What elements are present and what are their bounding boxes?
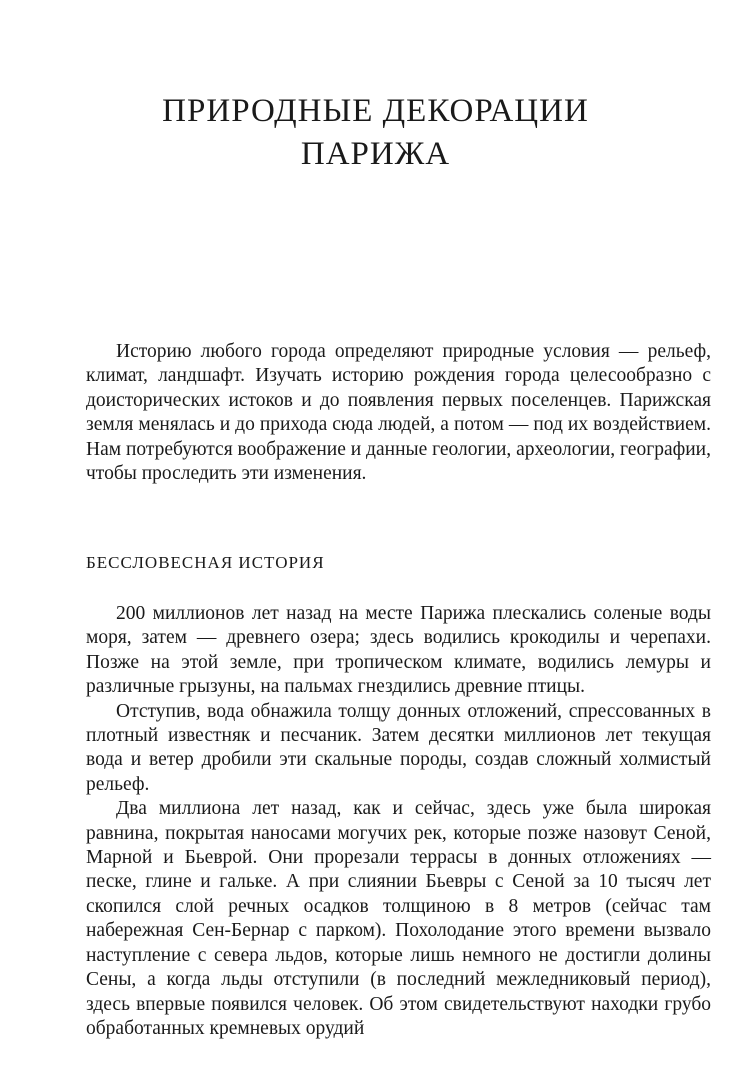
paragraph: 200 миллионов лет назад на месте Парижа плескались соленые воды моря, затем — древнего озера; здесь водились крокодилы и черепахи. Позже на этой земле, при тропическом климате, водились лемуры и различные грызуны, на пальмах гнездились древние птицы. [86, 603, 711, 698]
main-text [86, 602, 711, 1041]
paragraph: Отступив, вода обнажила толщу донных отложений, спрессованных в плотный известняк и песчаник. Затем десятки миллионов лет текущая вода и ветер дробили эти скальные породы, создав сложный холмистый рельеф. [86, 700, 711, 795]
intro-paragraph: Историю любого города определяют природные условия — рельеф, климат, ландшафт. Изучать историю рождения города целесообразно с доисторических истоков и до появления первых поселенцев. Парижская земля менялась и до прихода сюда людей, а потом — под их воздействием. Нам потребуются воображение и данные геологии, археологии, географии, чтобы проследить эти изменения. [86, 341, 711, 485]
section-heading: БЕССЛОВЕСНАЯ ИСТОРИЯ [86, 553, 325, 572]
paragraph: Два миллиона лет назад, как и сейчас, здесь уже была широкая равнина, покрытая наносами могучих рек, которые позже назовут Сеной, Марной и Бьеврой. Они прорезали террасы в донных отложениях — песке, глине и гальке. А при слиянии Бьевры с Сеной за 10 тысяч лет скопился слой речных осадков толщиною в 8 метров (сейчас там набережная Сен-Бернар с парком). Похолодание этого времени вызвало наступление с севера льдов, которые лишь немного не достигли долины Сены, а когда льды отступили (в последний межледниковый период), здесь впервые появился человек. Об этом свидетельствуют находки грубо обработанных кремневых орудий [86, 798, 711, 1039]
chapter-title [0, 90, 751, 176]
chapter-title-line-1: ПРИРОДНЫЕ ДЕКОРАЦИИ [162, 93, 589, 130]
intro-block [86, 340, 711, 486]
chapter-title-line-2: ПАРИЖА [300, 136, 451, 173]
